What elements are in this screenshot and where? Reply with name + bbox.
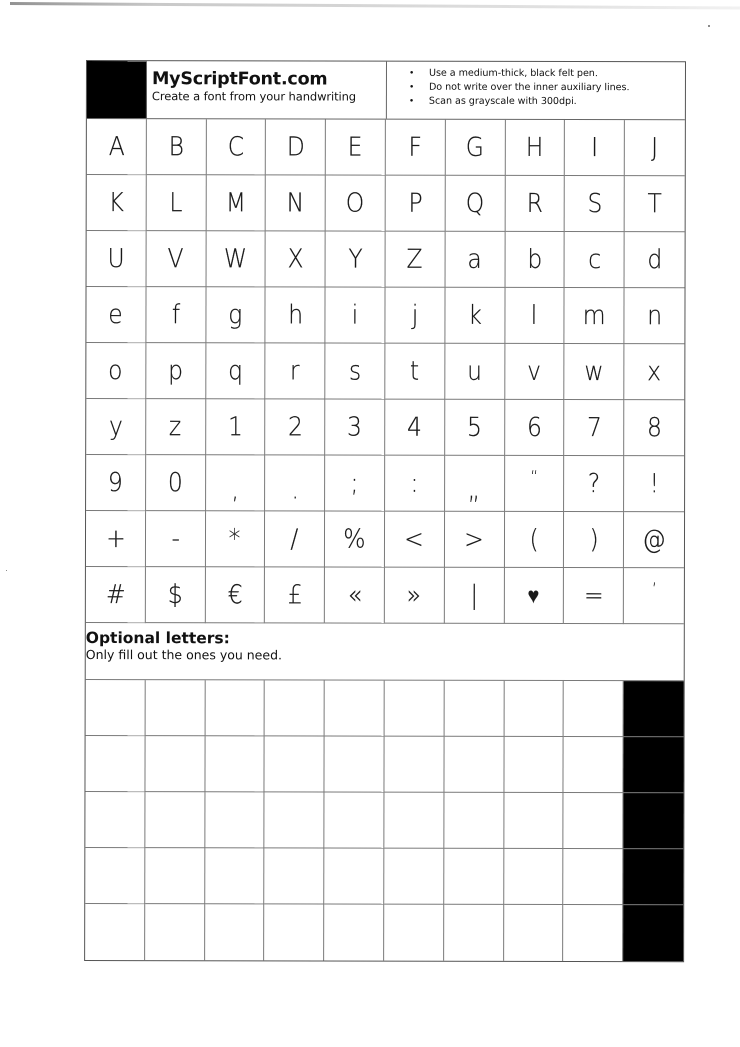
glyph-char: X (287, 243, 304, 274)
glyph-char: B (168, 131, 184, 162)
glyph-char: V (167, 243, 184, 274)
scan-edge-artifact (10, 2, 740, 9)
glyph-char: W (223, 243, 248, 274)
optional-empty-cell (564, 849, 624, 905)
glyph-char: d (647, 244, 663, 275)
glyph-char: 0 (167, 467, 183, 498)
glyph-cell (565, 176, 625, 232)
glyph-cell (386, 232, 446, 288)
glyph-cell (625, 120, 685, 176)
optional-letters-header (86, 623, 684, 681)
glyph-cell (325, 456, 385, 512)
glyph-cell (564, 568, 624, 624)
glyph-cell (625, 176, 685, 232)
glyph-char: / (290, 523, 299, 554)
optional-empty-cell (384, 905, 444, 961)
optional-letters-grid (85, 680, 684, 961)
optional-empty-cell (624, 793, 684, 849)
optional-empty-cell (145, 680, 205, 736)
instruction-item: • Do not write over the inner auxiliary lines. (409, 81, 685, 96)
glyph-char: e (108, 299, 124, 330)
glyph-cell (146, 455, 206, 511)
glyph-char: > (464, 524, 485, 555)
glyph-cell (446, 120, 506, 176)
optional-empty-cell (444, 737, 504, 793)
optional-empty-cell (384, 849, 444, 905)
glyph-cell (385, 400, 445, 456)
glyph-cell (565, 288, 625, 344)
glyph-cell (445, 288, 505, 344)
optional-empty-cell (205, 792, 265, 848)
glyph-char: D (286, 131, 305, 162)
glyph-cell (205, 567, 265, 623)
glyph-char: l (531, 300, 538, 331)
glyph-cell (326, 288, 386, 344)
font-template-sheet (84, 60, 686, 962)
glyph-cell (326, 176, 386, 232)
glyph-char: w (584, 356, 604, 387)
glyph-char: 3 (347, 412, 363, 443)
glyph-char: ? (587, 468, 601, 499)
glyph-cell (265, 455, 325, 511)
glyph-char: # (105, 579, 126, 610)
glyph-cell (206, 511, 266, 567)
optional-empty-cell (325, 793, 385, 849)
glyph-char: P (408, 188, 423, 219)
glyph-cell (505, 456, 565, 512)
glyph-cell (445, 400, 505, 456)
optional-empty-cell (624, 681, 684, 737)
optional-empty-cell (564, 737, 624, 793)
optional-subtitle: Only fill out the ones you need. (85, 647, 283, 663)
glyph-cell (146, 511, 206, 567)
optional-empty-cell (384, 793, 444, 849)
glyph-cell (505, 512, 565, 568)
glyph-char: S (587, 188, 602, 219)
glyph-cell (206, 119, 266, 175)
glyph-cell (206, 175, 266, 231)
optional-empty-cell (86, 680, 146, 736)
optional-row (85, 792, 683, 849)
glyph-cell (624, 568, 684, 624)
glyph-char: | (470, 580, 479, 611)
optional-empty-cell (85, 736, 145, 792)
optional-empty-cell (384, 737, 444, 793)
glyph-cell (206, 343, 266, 399)
glyph-cell (266, 231, 326, 287)
glyph-cell (266, 287, 326, 343)
optional-empty-cell (385, 681, 445, 737)
brand-title: MyScriptFont.com (151, 69, 328, 90)
glyph-cell (206, 455, 266, 511)
glyph-char: a (467, 244, 482, 275)
glyph-char: % (343, 524, 366, 555)
glyph-cell (385, 568, 445, 624)
glyph-char: = (583, 580, 604, 611)
glyph-cell (206, 287, 266, 343)
glyph-char: 9 (108, 467, 123, 498)
glyph-char: k (467, 300, 482, 331)
optional-empty-cell (564, 681, 624, 737)
glyph-char: $ (167, 579, 183, 610)
glyph-cell (386, 120, 446, 176)
glyph-char: o (108, 355, 123, 386)
glyph-cell (266, 343, 326, 399)
glyph-cell (146, 175, 206, 231)
optional-row (86, 680, 684, 737)
glyph-char: T (647, 188, 662, 219)
glyph-char: C (227, 131, 245, 162)
glyph-char: R (526, 188, 543, 219)
instructions-block (387, 62, 685, 120)
glyph-char: ! (649, 468, 659, 499)
optional-empty-cell (145, 904, 205, 960)
glyph-cell (385, 456, 445, 512)
optional-empty-cell (624, 737, 684, 793)
registration-mark-bottom-right (623, 905, 683, 961)
glyph-char: s (348, 356, 362, 387)
glyph-cell (86, 343, 146, 399)
glyph-char: 2 (287, 411, 303, 442)
glyph-char: « (347, 580, 362, 611)
glyph-cell (87, 231, 147, 287)
glyph-cell (86, 567, 146, 623)
glyph-char: y (108, 411, 123, 442)
glyph-char: 6 (526, 412, 542, 443)
optional-empty-cell (504, 905, 564, 961)
glyph-cell (445, 512, 505, 568)
glyph-char: m (582, 300, 606, 331)
glyph-char: u (467, 356, 482, 387)
glyph-cell (565, 400, 625, 456)
glyph-cell (445, 456, 505, 512)
glyph-char: € (227, 579, 243, 610)
glyph-cell (625, 232, 685, 288)
glyph-char: i (351, 300, 359, 331)
glyph-char: „ (468, 475, 481, 506)
optional-empty-cell (564, 793, 624, 849)
optional-empty-cell (504, 681, 564, 737)
glyph-char: f (171, 299, 180, 330)
glyph-cell (266, 119, 326, 175)
glyph-char: U (107, 243, 125, 274)
glyph-char: @ (642, 524, 666, 555)
glyph-char: Z (406, 244, 424, 275)
glyph-cell (326, 232, 386, 288)
glyph-char: v (527, 356, 542, 387)
glyph-cell (445, 176, 505, 232)
glyph-char: < (404, 524, 425, 555)
registration-mark-top-left (87, 61, 147, 118)
glyph-cell (325, 344, 385, 400)
glyph-cell (325, 512, 385, 568)
glyph-char: E (347, 132, 363, 163)
glyph-char: b (527, 244, 543, 275)
glyph-cell (624, 512, 684, 568)
glyph-char: A (108, 131, 125, 162)
glyph-cell (385, 344, 445, 400)
glyph-cell (87, 119, 147, 175)
glyph-char: 4 (407, 412, 423, 443)
glyph-cell (266, 175, 326, 231)
glyph-char: ( (529, 524, 539, 555)
optional-empty-cell (145, 848, 205, 904)
optional-empty-cell (205, 848, 265, 904)
glyph-char: G (465, 132, 485, 163)
glyph-cell (265, 511, 325, 567)
glyph-cell (505, 232, 565, 288)
glyph-char: n (647, 300, 663, 331)
optional-empty-cell (564, 905, 624, 961)
glyph-cell (505, 176, 565, 232)
glyph-cell (87, 175, 147, 231)
glyph-cell (146, 343, 206, 399)
glyph-cell (505, 400, 565, 456)
glyph-char: - (170, 523, 180, 554)
glyph-cell (86, 455, 146, 511)
glyph-cell (624, 400, 684, 456)
optional-empty-cell (265, 848, 325, 904)
glyph-char: Y (347, 244, 363, 275)
glyph-cell (325, 568, 385, 624)
glyph-cell (326, 120, 386, 176)
optional-empty-cell (324, 849, 384, 905)
glyph-cell (504, 568, 564, 624)
glyph-char: q (227, 355, 243, 386)
glyph-char: , (231, 474, 239, 505)
optional-row (85, 736, 683, 793)
glyph-char: 7 (586, 412, 602, 443)
glyph-char: I (591, 132, 599, 163)
optional-empty-cell (85, 848, 145, 904)
glyph-cell (146, 567, 206, 623)
glyph-cell (564, 456, 624, 512)
glyph-char: j (411, 300, 419, 331)
optional-empty-cell (504, 849, 564, 905)
optional-empty-cell (325, 681, 385, 737)
glyph-char: h (287, 299, 303, 330)
glyph-char: O (346, 188, 365, 219)
optional-row (85, 904, 683, 961)
scan-speck (6, 570, 7, 571)
glyph-cell (565, 120, 625, 176)
glyph-char: x (647, 356, 662, 387)
glyph-char: ; (350, 468, 359, 499)
glyph-char: F (408, 132, 422, 163)
glyph-cell (146, 231, 206, 287)
glyph-char: L (169, 187, 183, 218)
optional-empty-cell (205, 736, 265, 792)
instruction-item: • Use a medium-thick, black felt pen. (409, 67, 685, 82)
glyph-char: + (105, 523, 126, 554)
glyph-char: : (410, 468, 419, 499)
optional-empty-cell (504, 793, 564, 849)
glyph-char: ’ (651, 579, 657, 599)
optional-empty-cell (265, 736, 325, 792)
glyph-char: H (525, 132, 544, 163)
optional-empty-cell (444, 849, 504, 905)
heart-icon: ♥ (527, 583, 540, 609)
glyph-cell (624, 456, 684, 512)
glyph-char: c (587, 244, 601, 275)
glyph-cell (86, 511, 146, 567)
sheet-header (87, 61, 685, 120)
optional-empty-cell (623, 849, 683, 905)
glyph-cell (505, 120, 565, 176)
optional-empty-cell (504, 737, 564, 793)
glyph-cell (265, 567, 325, 623)
optional-empty-cell (85, 904, 145, 960)
glyph-cell (147, 119, 207, 175)
scan-speck (708, 25, 710, 27)
glyph-cell (206, 399, 266, 455)
optional-empty-cell (85, 792, 145, 848)
glyph-char: . (291, 474, 299, 505)
glyph-cell (445, 344, 505, 400)
glyph-char: Q (465, 188, 485, 219)
brand-subtitle: Create a font from your handwriting (151, 89, 357, 104)
brand-block (147, 61, 387, 119)
glyph-cell (625, 288, 685, 344)
instructions-list (409, 67, 685, 110)
optional-empty-cell (324, 905, 384, 961)
glyph-cell (564, 512, 624, 568)
glyph-cell (565, 344, 625, 400)
glyph-cell (325, 400, 385, 456)
glyph-char: “ (530, 466, 538, 486)
glyph-cell (505, 344, 565, 400)
glyph-char: N (286, 187, 305, 218)
optional-title: Optional letters: (85, 629, 230, 648)
glyph-char: * (229, 523, 241, 554)
glyph-char: £ (287, 579, 303, 610)
glyph-cell (505, 288, 565, 344)
glyph-char: t (410, 356, 420, 387)
glyph-cell (624, 344, 684, 400)
glyph-char: g (228, 299, 243, 330)
glyph-cell (86, 287, 146, 343)
glyph-cell (146, 399, 206, 455)
optional-empty-cell (444, 681, 504, 737)
glyph-cell (445, 568, 505, 624)
glyph-cell (385, 288, 445, 344)
glyph-char: r (290, 355, 300, 386)
instruction-item: • Scan as grayscale with 300dpi. (409, 95, 685, 110)
glyph-char: J (651, 132, 659, 163)
optional-row (85, 848, 683, 905)
optional-empty-cell (265, 680, 325, 736)
optional-empty-cell (444, 793, 504, 849)
glyph-char: p (168, 355, 184, 386)
optional-empty-cell (325, 737, 385, 793)
optional-empty-cell (444, 905, 504, 961)
glyph-cell (146, 287, 206, 343)
glyph-cell (206, 231, 266, 287)
glyph-char: M (225, 187, 246, 218)
glyph-char: z (169, 411, 182, 442)
optional-empty-cell (145, 736, 205, 792)
optional-empty-cell (145, 792, 205, 848)
glyph-cell (86, 399, 146, 455)
glyph-char: ) (589, 524, 599, 555)
glyph-cell (565, 232, 625, 288)
glyph-char: 8 (646, 412, 662, 443)
optional-empty-cell (205, 904, 265, 960)
glyph-grid (86, 119, 685, 624)
optional-empty-cell (265, 792, 325, 848)
glyph-cell (266, 399, 326, 455)
optional-empty-cell (205, 680, 265, 736)
optional-empty-cell (265, 904, 325, 960)
glyph-char: 1 (227, 411, 243, 442)
glyph-char: K (108, 187, 124, 218)
glyph-char: » (407, 580, 422, 611)
glyph-cell (445, 232, 505, 288)
glyph-char: 5 (466, 412, 482, 443)
glyph-cell (386, 176, 446, 232)
glyph-cell (385, 512, 445, 568)
